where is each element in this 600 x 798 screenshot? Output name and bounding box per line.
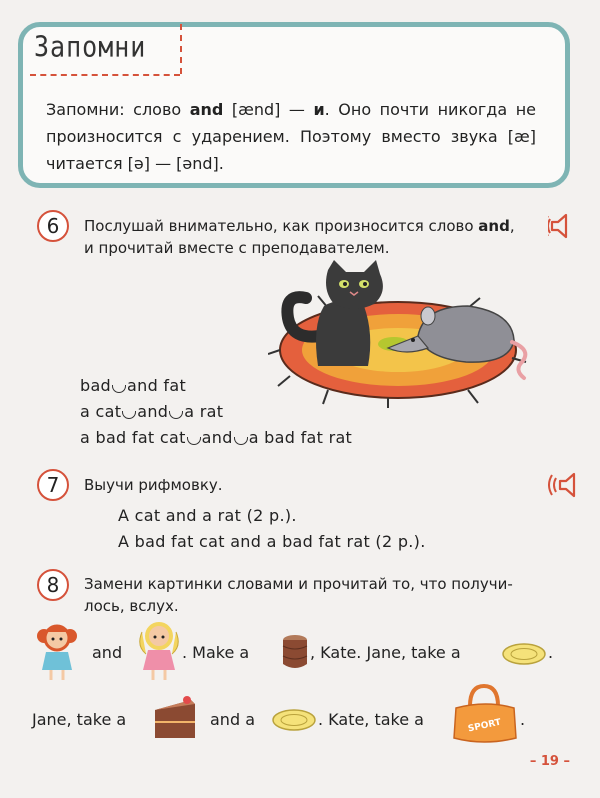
page-number: – 19 – <box>529 754 570 769</box>
liaison-mark <box>122 411 136 419</box>
girl-blonde-hair-picture <box>136 620 182 682</box>
ex6-text: , <box>509 217 515 235</box>
sport-bag-picture <box>452 682 518 744</box>
phrase-word: a cat <box>80 402 122 421</box>
cat-and-rat-illustration <box>268 258 528 408</box>
ex8-jane-text: Jane, take a <box>32 710 127 729</box>
ex8-make-text: . Make a <box>182 643 250 662</box>
title-underline <box>30 74 180 76</box>
rhyme-line-2: A bad fat cat and a bad fat rat (2 р.). <box>118 532 426 551</box>
phrase-word: a bad fat rat <box>248 428 353 447</box>
remember-text-part: . Оно почти никогда не произносится с ударением. Поэтому вместо звука [æ] читается [ə] — [ənd]. <box>46 100 536 173</box>
title-divider <box>180 24 182 74</box>
ex8-kate-take-text: . Kate, take a <box>318 710 424 729</box>
phrase-line-3 <box>80 428 352 447</box>
exercise-8-instruction <box>84 573 513 617</box>
cake-slice-picture <box>151 696 199 742</box>
phrase-line-2 <box>80 402 223 421</box>
phrase-word: and <box>201 428 233 447</box>
exercise-8-number: 8 <box>37 569 69 601</box>
phrase-word: bad <box>80 376 112 395</box>
bag-label: SPORT <box>467 717 502 735</box>
audio-speaker-icon[interactable] <box>548 212 582 240</box>
ex6-text: и прочитай вместе с преподавателем. <box>84 239 390 257</box>
ex8-and-a-text: and a <box>210 710 255 729</box>
ex6-text: Послушай внимательно, как произносится слово <box>84 217 479 235</box>
exercise-7-instruction: Выучи рифмовку. <box>84 476 223 494</box>
ex8-kate-text: , Kate. Jane, take a <box>310 643 461 662</box>
plate-picture <box>272 708 316 732</box>
plate-picture <box>502 642 546 666</box>
phrase-word: a bad fat cat <box>80 428 186 447</box>
phrase-word: a rat <box>184 402 224 421</box>
audio-speaker-icon[interactable] <box>548 471 582 499</box>
liaison-mark <box>187 437 201 445</box>
cake-picture <box>281 634 309 670</box>
phrase-word: and fat <box>127 376 187 395</box>
exercise-6-number: 6 <box>37 210 69 242</box>
liaison-mark <box>169 411 183 419</box>
girl-red-hair-picture <box>34 622 80 680</box>
rhyme-line-1: A cat and a rat (2 р.). <box>118 506 297 525</box>
liaison-mark <box>234 437 248 445</box>
remember-text <box>46 96 536 177</box>
ex8-and-text: and <box>92 643 123 662</box>
phrase-word: and <box>137 402 169 421</box>
liaison-mark <box>112 385 126 393</box>
ex8-period: . <box>548 643 554 662</box>
ex8-text: лось, вслух. <box>84 597 179 615</box>
exercise-6-instruction <box>84 215 544 259</box>
remember-word-ru: и <box>313 100 325 119</box>
phrase-line-1 <box>80 376 186 395</box>
exercise-7-number: 7 <box>37 469 69 501</box>
remember-word: and <box>189 100 224 119</box>
ex8-text: Замени картинки словами и прочитай то, что получи- <box>84 575 513 593</box>
ex6-word: and <box>478 217 510 235</box>
remember-text-part: Запомни: слово <box>46 100 190 119</box>
remember-title: Запомни <box>34 29 147 64</box>
ex8-period: . <box>520 710 526 729</box>
remember-text-part: [ænd] — <box>223 100 314 119</box>
